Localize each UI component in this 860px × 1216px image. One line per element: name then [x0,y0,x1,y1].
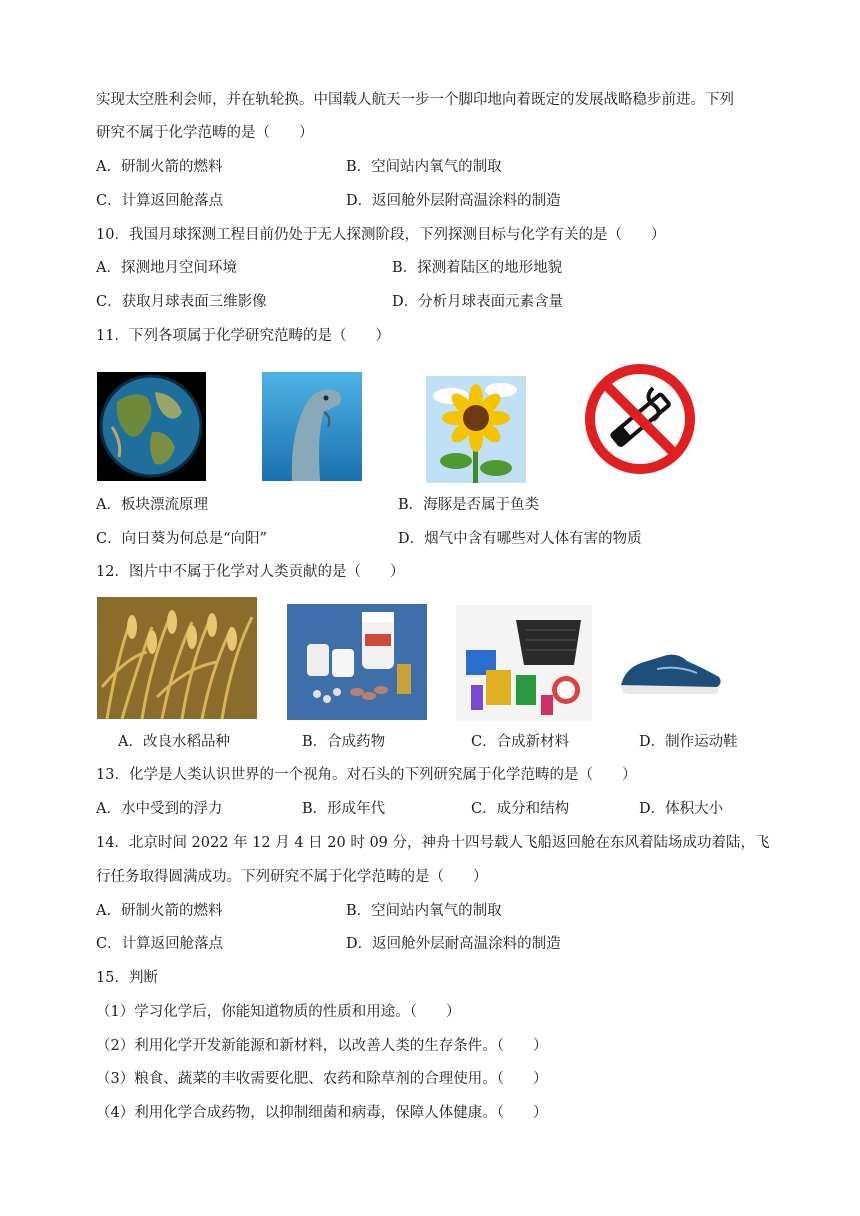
q15-item-2: （2）利用化学开发新能源和新材料，以改善人类的生存条件。（ ） [96,1038,548,1054]
q10-option-c: C．获取月球表面三维影像 [96,294,267,310]
q9-stem-line1: 实现太空胜利会师，并在轨轮换。中国载人航天一步一个脚印地向着既定的发展战略稳步前进。下列 [96,92,734,108]
sports-shoe-image [617,647,725,699]
q12-option-d: D．制作运动鞋 [639,734,738,750]
q9-option-a: A．研制火箭的燃料 [96,159,223,175]
new-materials-image [456,605,592,721]
q15-item-3: （3）粮食、蔬菜的丰收需要化肥、农药和除草剂的合理使用。（ ） [96,1071,548,1087]
q14-option-d: D．返回舱外层耐高温涂料的制造 [346,936,561,952]
q14-stem-line1: 14．北京时间 2022 年 12 月 4 日 20 时 09 分，神舟十四号载人飞船返回舱在东风着陆场成功着陆，飞 [96,835,770,851]
q12-stem: 12．图片中不属于化学对人类贡献的是（ ） [96,564,405,580]
q14-option-a: A．研制火箭的燃料 [96,903,223,919]
q13-stem: 13．化学是人类认识世界的一个视角。对石头的下列研究属于化学范畴的是（ ） [96,767,637,783]
q12-option-a: A．改良水稻品种 [118,734,230,750]
medicine-image [287,604,427,720]
dolphin-image [262,372,362,481]
q13-option-c: C．成分和结构 [471,801,570,817]
q12-option-c: C．合成新材料 [471,734,570,750]
q11-option-b: B．海豚是否属于鱼类 [398,497,540,513]
q13-option-d: D．体积大小 [639,801,724,817]
q10-option-d: D．分析月球表面元素含量 [392,294,564,310]
q11-option-d: D．烟气中含有哪些对人体有害的物质 [398,531,642,547]
q10-option-b: B．探测着陆区的地形地貌 [392,260,563,276]
q12-option-b: B．合成药物 [302,734,386,750]
q14-stem-line2: 行任务取得圆满成功。下列研究不属于化学范畴的是（ ） [96,869,488,885]
q9-option-c: C．计算返回舱落点 [96,193,224,209]
q13-option-b: B．形成年代 [302,801,386,817]
q15-item-4: （4）利用化学合成药物，以抑制细菌和病毒，保障人体健康。（ ） [96,1105,548,1121]
q11-option-a: A．板块漂流原理 [96,497,208,513]
q11-option-c: C．向日葵为何总是“向阳” [96,531,267,547]
q10-option-a: A．探测地月空间环境 [96,260,237,276]
q11-stem: 11．下列各项属于化学研究范畴的是（ ） [96,328,390,344]
q15-item-1: （1）学习化学后，你能知道物质的性质和用途。（ ） [96,1004,461,1020]
q9-option-d: D．返回舱外层附高温涂料的制造 [346,193,561,209]
q13-option-a: A．水中受到的浮力 [96,801,223,817]
sunflower-image [426,376,526,483]
q10-stem: 10．我国月球探测工程目前仍处于无人探测阶段，下列探测目标与化学有关的是（ ） [96,227,666,243]
q14-option-b: B．空间站内氧气的制取 [346,903,502,919]
rice-image [97,597,257,719]
q15-stem: 15．判断 [96,970,158,986]
q9-stem-line2: 研究不属于化学范畴的是（ ） [96,125,314,141]
earth-plates-image [97,372,206,481]
q9-option-b: B．空间站内氧气的制取 [346,159,502,175]
no-smoking-sign-image [583,358,697,480]
q14-option-c: C．计算返回舱落点 [96,936,224,952]
